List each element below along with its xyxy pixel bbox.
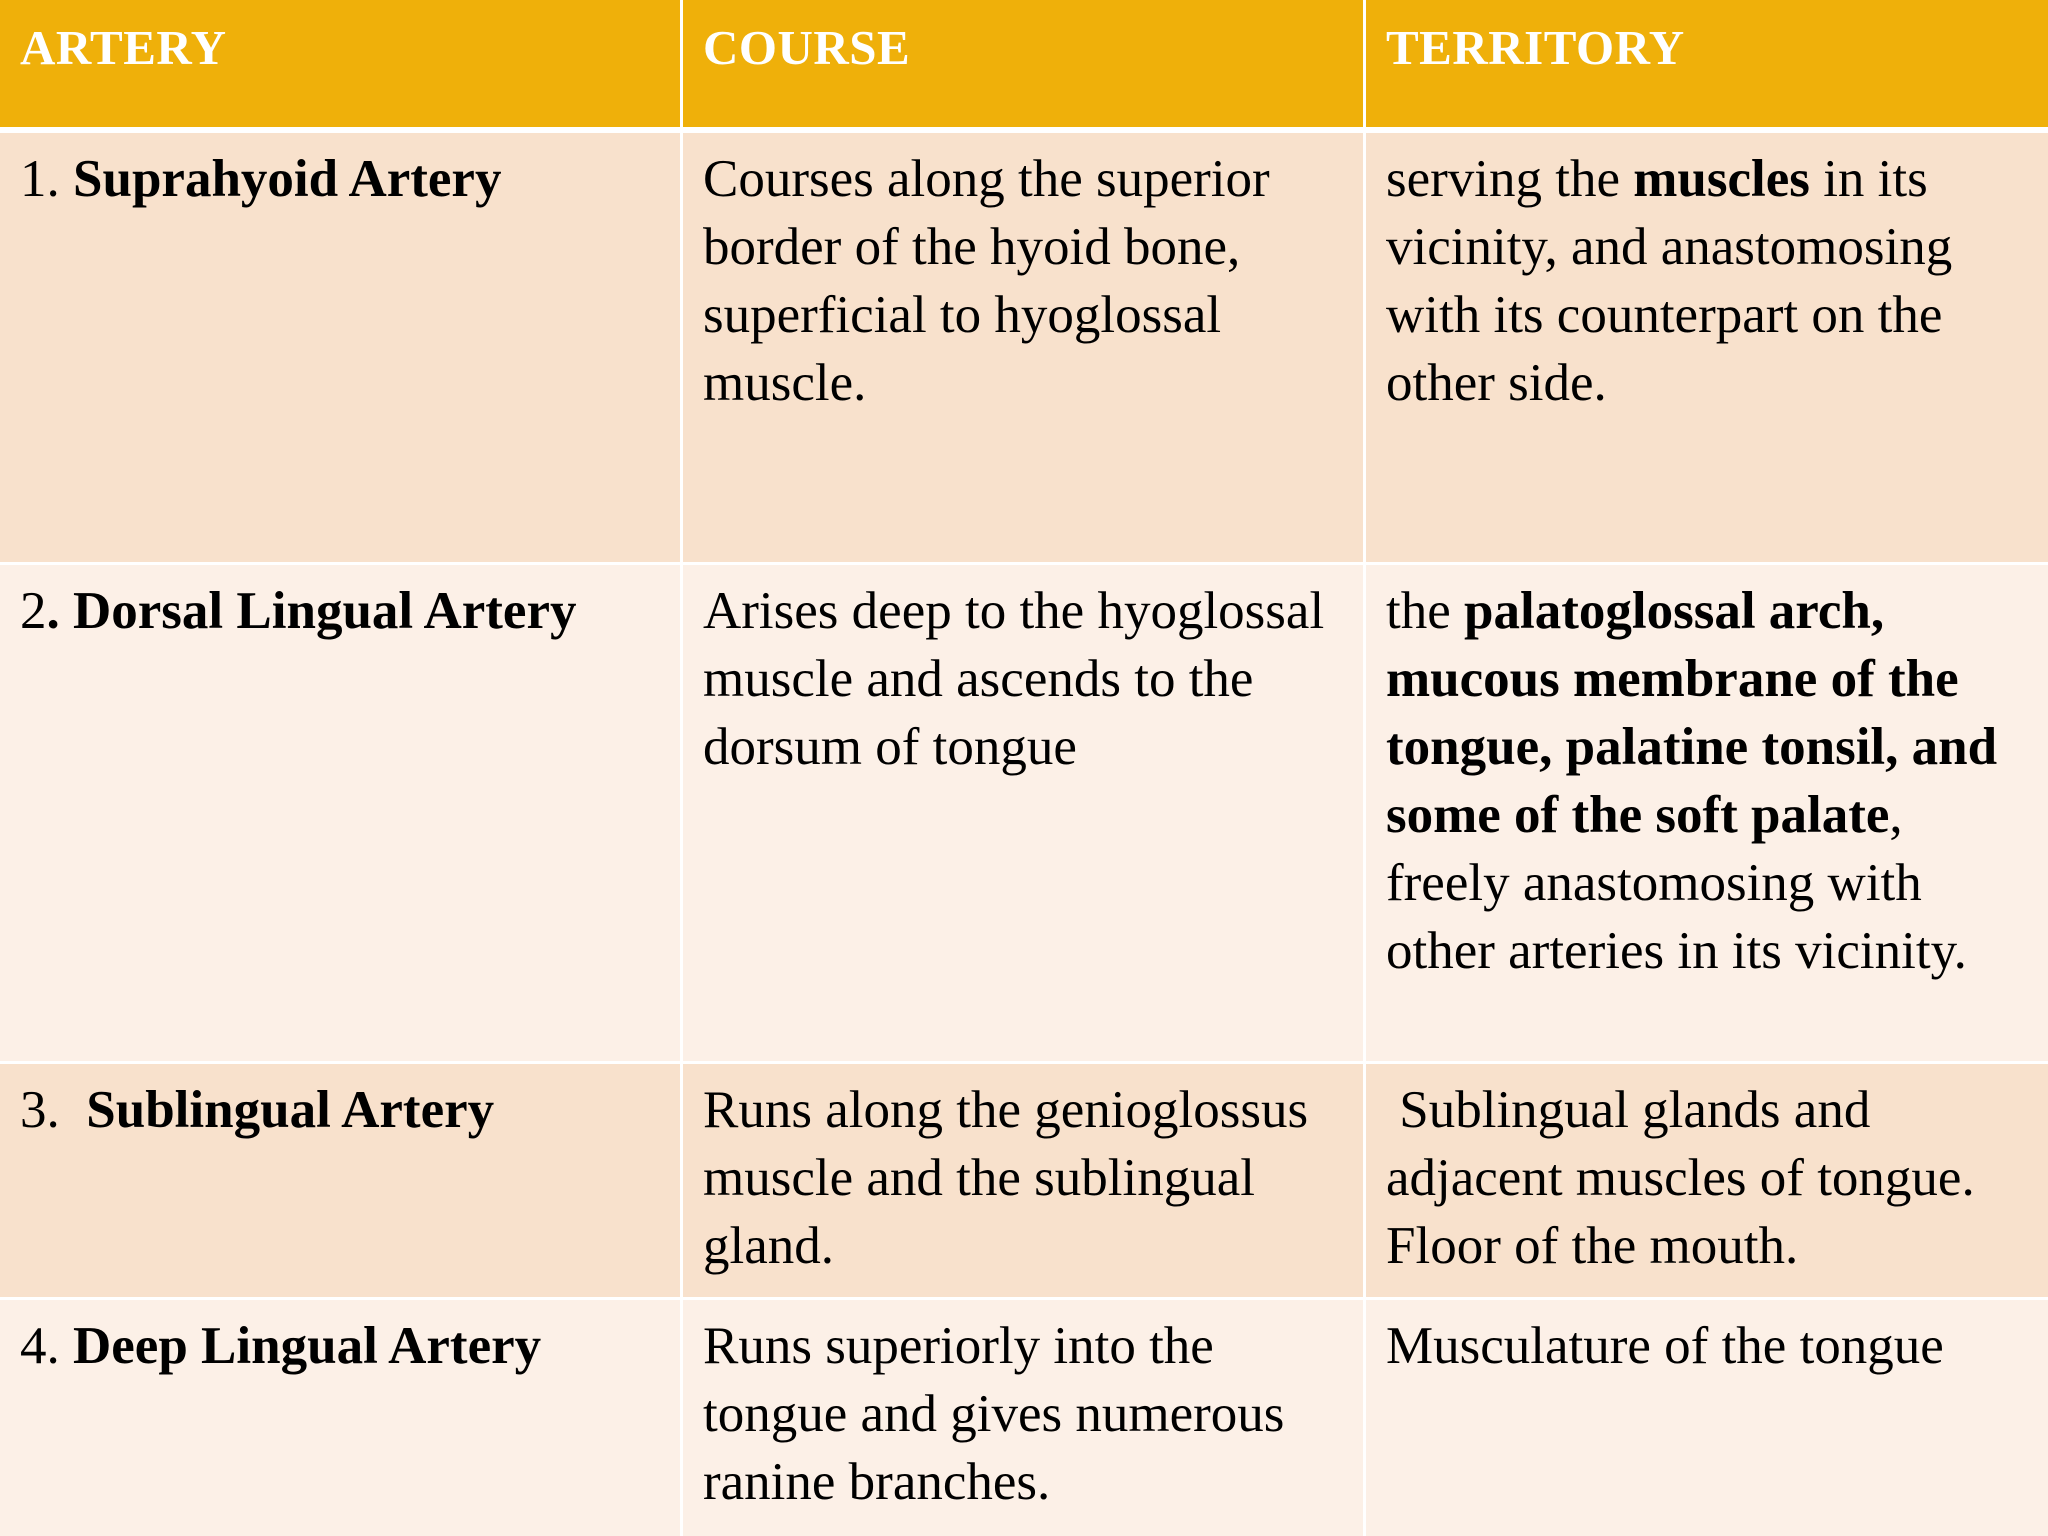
row2-territory-bold: palatoglossal arch, mucous membrane of the tongue, palatine tonsil, and some of the soft palate (1386, 582, 1998, 844)
row2-territory-pre: the (1386, 582, 1464, 640)
row3-territory (1366, 1064, 2048, 1300)
row1-name: Suprahyoid Artery (73, 150, 502, 208)
header-territory (1366, 0, 2048, 133)
row1-territory-bold: muscles (1633, 150, 1810, 208)
row1-artery (0, 133, 683, 565)
row1-course (683, 133, 1366, 565)
row4-territory (1366, 1300, 2048, 1536)
header-artery-label: ARTERY (20, 20, 227, 75)
row3-course (683, 1064, 1366, 1300)
row2-name: . Dorsal Lingual Artery (46, 582, 577, 640)
header-course (683, 0, 1366, 133)
row2-territory-post: , freely anastomosing with other arteries in its vicinity. (1386, 786, 1967, 980)
row3-artery (0, 1064, 683, 1300)
row4-number: 4. (20, 1317, 73, 1375)
row3-name: Sublingual Artery (86, 1081, 495, 1139)
row2-course-text: Arises deep to the hyoglossal muscle and ascends to the dorsum of tongue (703, 582, 1325, 776)
row4-artery (0, 1300, 683, 1536)
row1-territory (1366, 133, 2048, 565)
row1-number: 1. (20, 150, 73, 208)
row1-territory-post: in its vicinity, and anastomosing with its counterpart on the other side. (1386, 150, 1953, 412)
row4-course-text: Runs superiorly into the tongue and gives numerous ranine branches. (703, 1317, 1285, 1511)
row4-course (683, 1300, 1366, 1536)
row3-number: 3. (20, 1081, 87, 1139)
header-course-label: COURSE (703, 20, 911, 75)
row3-course-text: Runs along the genioglossus muscle and the sublingual gland. (703, 1081, 1309, 1275)
header-territory-label: TERRITORY (1386, 20, 1685, 75)
row1-course-text: Courses along the superior border of the hyoid bone, superficial to hyoglossal muscle. (703, 150, 1270, 412)
row4-name: Deep Lingual Artery (73, 1317, 542, 1375)
row1-territory-pre: serving the (1386, 150, 1634, 208)
row2-territory (1366, 565, 2048, 1064)
header-artery (0, 0, 683, 133)
row4-territory-text: Musculature of the tongue (1386, 1317, 1944, 1375)
row2-course (683, 565, 1366, 1064)
row2-artery (0, 565, 683, 1064)
row3-territory-text: Sublingual glands and adjacent muscles of tongue. Floor of the mouth. (1386, 1081, 1988, 1275)
row2-number: 2 (20, 582, 47, 640)
